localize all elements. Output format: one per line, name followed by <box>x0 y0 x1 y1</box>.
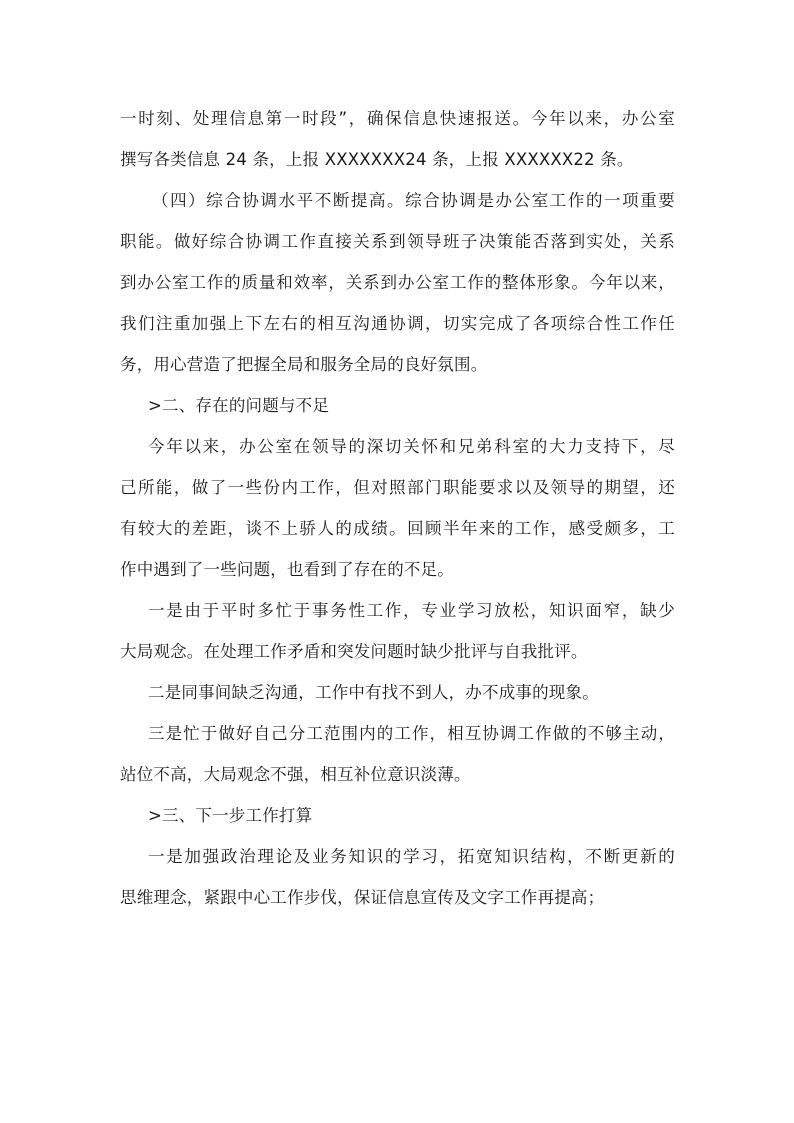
text-line-15: 二是同事间缺乏沟通，工作中有找不到人，办不成事的现象。 <box>148 683 599 702</box>
text-line-13: 一是由于平时多忙于事务性工作，专业学习放松，知识面窄，缺少 <box>148 601 675 620</box>
text-line-7: 务，用心营造了把握全局和服务全局的良好氛围。 <box>120 355 488 374</box>
text-line-20: 思维理念，紧跟中心工作步伐，保证信息宣传及文字工作再提高； <box>120 888 605 907</box>
text-line-1: 一时刻、处理信息第一时段”，确保信息快速报送。今年以来，办公室 <box>120 109 675 128</box>
text-line-11: 有较大的差距，谈不上骄人的成绩。回顾半年来的工作，感受颇多，工 <box>120 519 675 538</box>
section-heading-next-steps: >三、下一步工作打算 <box>148 806 313 825</box>
section-heading-problems: >二、存在的问题与不足 <box>148 396 330 415</box>
document-page <box>120 98 675 918</box>
text-line-4: 职能。做好综合协调工作直接关系到领导班子决策能否落到实处，关系 <box>120 232 675 251</box>
text-line-14: 大局观念。在处理工作矛盾和突发问题时缺少批评与自我批评。 <box>120 642 588 661</box>
text-line-5: 到办公室工作的质量和效率，关系到办公室工作的整体形象。今年以来， <box>120 273 675 292</box>
text-line-3: （四）综合协调水平不断提高。综合协调是办公室工作的一项重要 <box>152 191 675 210</box>
text-line-9: 今年以来，办公室在领导的深切关怀和兄弟科室的大力支持下，尽 <box>148 437 675 456</box>
text-line-19: 一是加强政治理论及业务知识的学习，拓宽知识结构，不断更新的 <box>148 847 675 866</box>
text-line-6: 我们注重加强上下左右的相互沟通协调，切实完成了各项综合性工作任 <box>120 314 675 333</box>
text-line-16: 三是忙于做好自己分工范围内的工作，相互协调工作做的不够主动， <box>148 724 675 743</box>
text-line-10: 己所能，做了一些份内工作，但对照部门职能要求以及领导的期望，还 <box>120 478 675 497</box>
text-line-2: 撰写各类信息 24 条，上报 XXXXXXX24 条，上报 XXXXXX22 条。 <box>120 150 634 169</box>
text-line-17: 站位不高，大局观念不强，相互补位意识淡薄。 <box>120 765 471 784</box>
text-line-12: 作中遇到了一些问题，也看到了存在的不足。 <box>120 560 454 579</box>
